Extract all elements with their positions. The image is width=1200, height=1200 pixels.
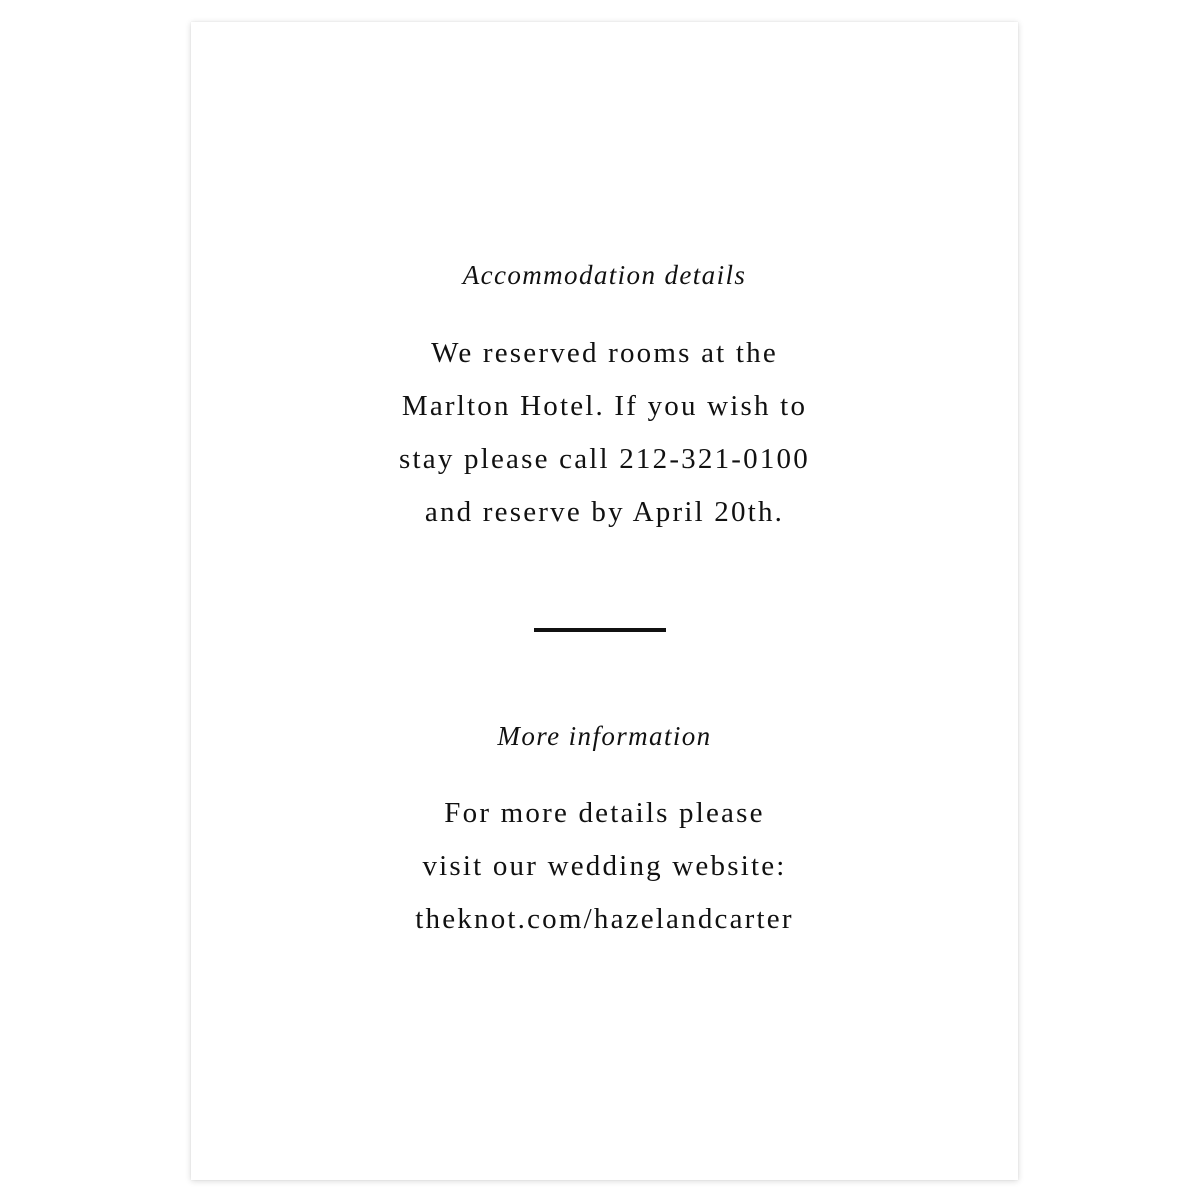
insert-card (191, 22, 1018, 1180)
more-information-line: For more details please (444, 797, 765, 829)
more-information-line: visit our wedding website: (422, 850, 787, 882)
accommodation-line: stay please call 212-321-0100 (399, 443, 810, 475)
accommodation-heading: Accommodation details (462, 260, 747, 290)
more-information-heading: More information (497, 721, 712, 751)
accommodation-line: We reserved rooms at the (431, 337, 778, 369)
section-divider (534, 628, 666, 632)
accommodation-line: Marlton Hotel. If you wish to (401, 390, 808, 422)
accommodation-body (191, 327, 1018, 539)
accommodation-line: and reserve by April 20th. (424, 496, 785, 528)
card-content (191, 22, 1018, 1180)
more-information-body (191, 787, 1018, 946)
website-link: theknot.com/hazelandcarter (415, 903, 794, 935)
